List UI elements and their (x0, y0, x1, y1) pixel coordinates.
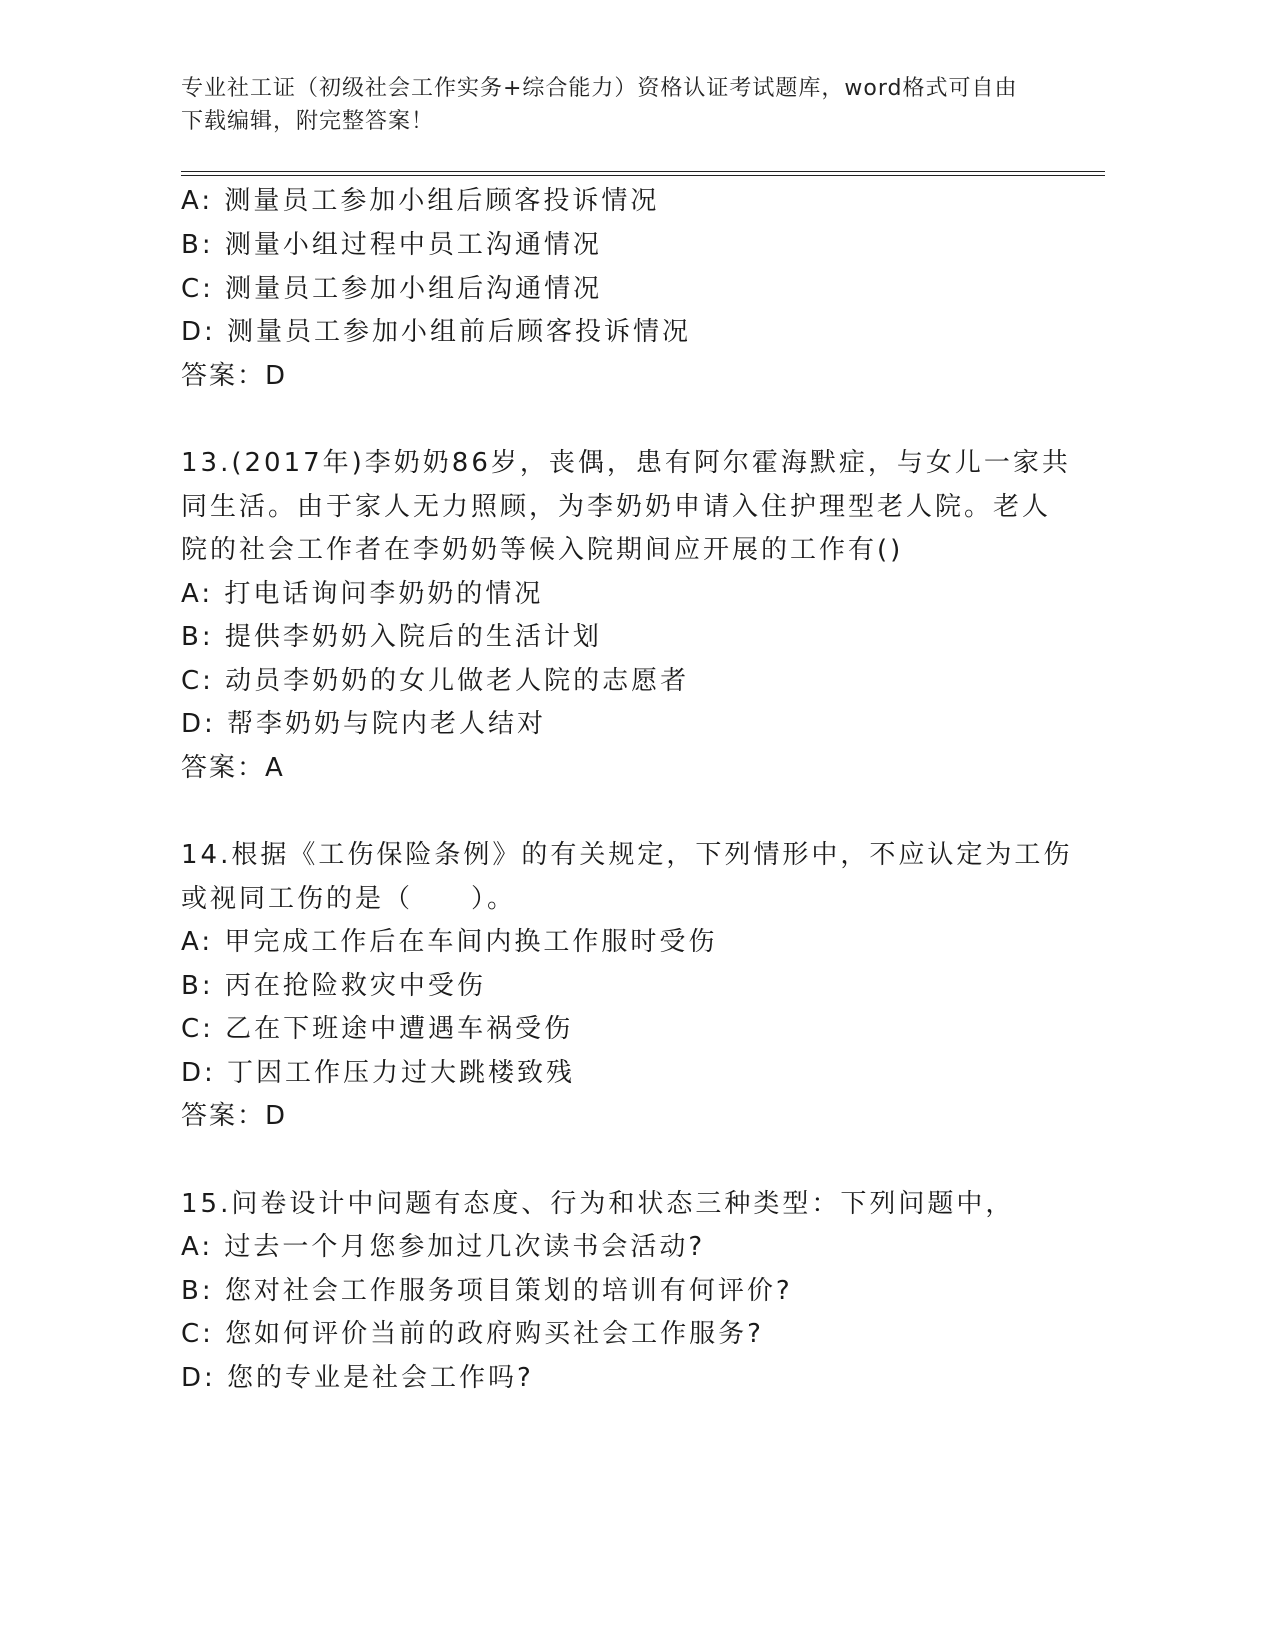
document-header (181, 72, 1081, 138)
header-divider-bottom (181, 175, 1105, 176)
q15-option-b: B: 您对社会工作服务项目策划的培训有何评价? (181, 1276, 793, 1306)
q15-stem-line-1: 15.问卷设计中问题有态度、行为和状态三种类型：下列问题中， (181, 1189, 1015, 1219)
q13-option-d: D: 帮李奶奶与院内老人结对 (181, 709, 547, 739)
q13-answer: 答案：A (181, 753, 285, 783)
q14-option-c: C: 乙在下班途中遭遇车祸受伤 (181, 1014, 574, 1044)
q15-option-a: A: 过去一个月您参加过几次读书会活动? (181, 1232, 706, 1262)
q13-option-b: B: 提供李奶奶入院后的生活计划 (181, 622, 602, 652)
q13-option-c: C: 动员李奶奶的女儿做老人院的志愿者 (181, 666, 690, 696)
q12-option-d: D: 测量员工参加小组前后顾客投诉情况 (181, 317, 692, 347)
q13-stem-line-2: 同生活。由于家人无力照顾，为李奶奶申请入住护理型老人院。老人 (181, 492, 1052, 522)
q12-option-a: A: 测量员工参加小组后顾客投诉情况 (181, 186, 660, 216)
q14-answer: 答案：D (181, 1101, 288, 1131)
q12-answer: 答案：D (181, 361, 288, 391)
q13-option-a: A: 打电话询问李奶奶的情况 (181, 579, 544, 609)
q14-option-d: D: 丁因工作压力过大跳楼致残 (181, 1058, 576, 1088)
q12-option-b: B: 测量小组过程中员工沟通情况 (181, 230, 602, 260)
q14-stem-line-2: 或视同工伤的是（ ）。 (181, 884, 517, 914)
q13-stem-line-3: 院的社会工作者在李奶奶等候入院期间应开展的工作有() (181, 535, 904, 565)
q14-option-a: A: 甲完成工作后在车间内换工作服时受伤 (181, 927, 718, 957)
header-divider-top (181, 171, 1105, 172)
q15-option-c: C: 您如何评价当前的政府购买社会工作服务? (181, 1319, 764, 1349)
q12-option-c: C: 测量员工参加小组后沟通情况 (181, 274, 603, 304)
q15-option-d: D: 您的专业是社会工作吗? (181, 1363, 534, 1393)
q13-stem-line-1: 13.(2017年)李奶奶86岁，丧偶，患有阿尔霍海默症，与女儿一家共 (181, 448, 1071, 478)
q14-option-b: B: 丙在抢险救灾中受伤 (181, 971, 486, 1001)
header-line-2: 下载编辑，附完整答案！ (181, 109, 435, 134)
q14-stem-line-1: 14.根据《工伤保险条例》的有关规定，下列情形中，不应认定为工伤 (181, 840, 1073, 870)
header-line-1: 专业社工证（初级社会工作实务+综合能力）资格认证考试题库，word格式可自由 (181, 76, 1018, 101)
